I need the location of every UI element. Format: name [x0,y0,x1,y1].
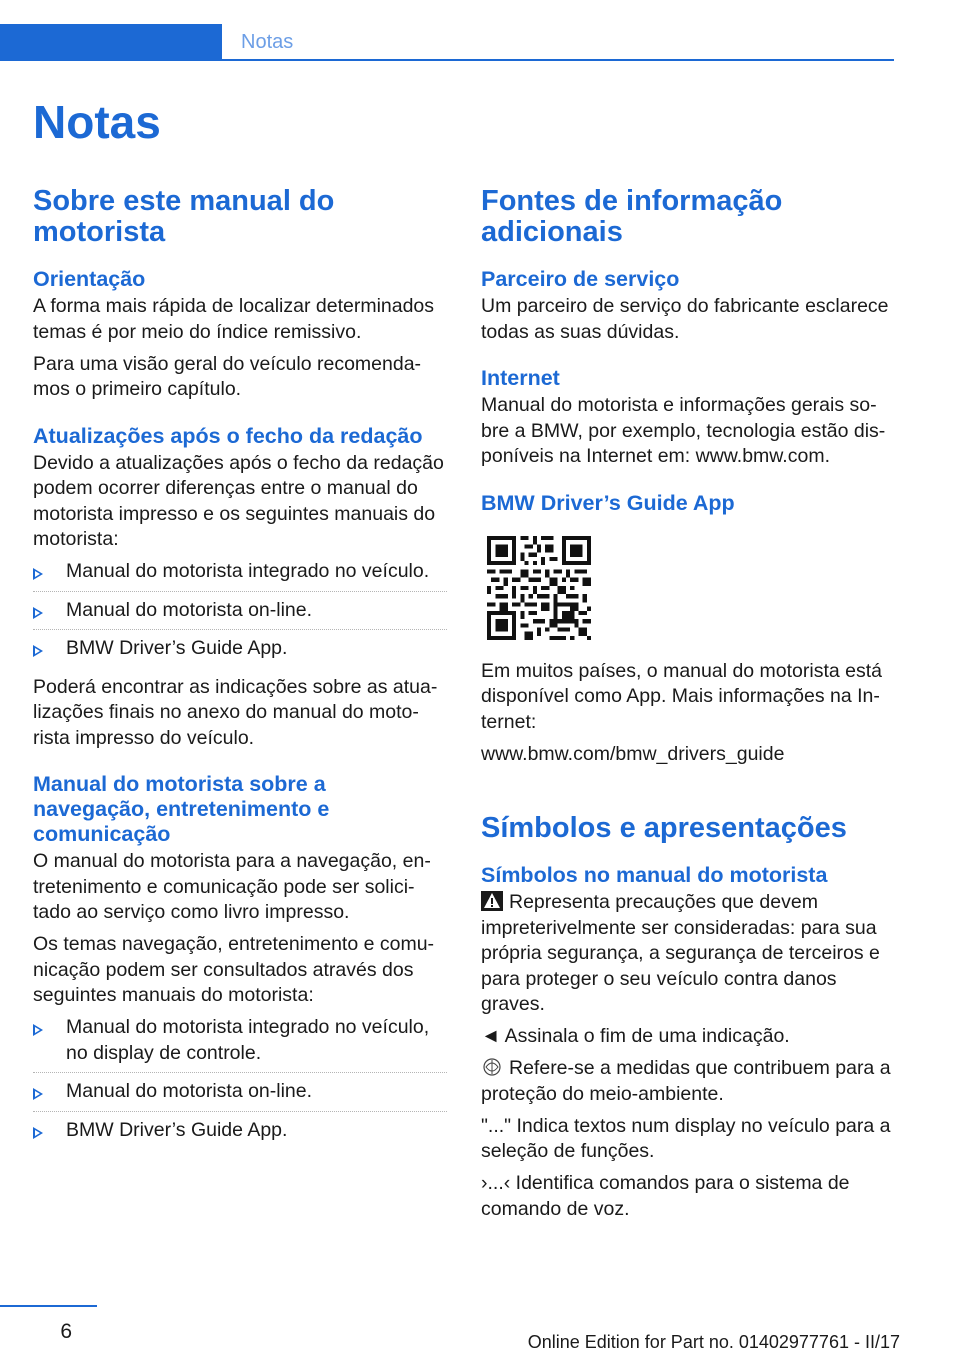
qr-code-icon [487,536,591,640]
section-heading-info-sources: Fontes de informação adicionais [481,185,783,248]
triangle-bullet-icon [33,1127,43,1139]
section-heading-symbols: Símbolos e apresentações [481,812,847,844]
section-heading-about-manual: Sobre este manual do motorista [33,185,335,248]
triangle-bullet-icon [33,645,43,657]
footer-rule [0,1305,97,1307]
paragraph: Devido a atualizações após o fecho da redação podem ocorrer diferenças entre o manual do motorista impresso e os seguintes manuais do motorista: [33,451,444,550]
page-title: Notas [33,96,161,148]
paragraph: Um parceiro de serviço do fabricante esclarece todas as suas dúvidas. [481,295,889,343]
triangle-bullet-icon [33,1088,43,1100]
list-item-text: Manual do motorista integrado no veículo, no display de controle. [66,1016,430,1064]
list-item-text: BMW Driver’s Guide App. [66,637,288,659]
url-text: www.bmw.com/bmw_drivers_guide [481,742,785,765]
list-item [33,1015,447,1073]
left-column [33,186,447,1156]
list-item-text: Manual do motorista on-line. [66,1080,313,1102]
subheading-service-partner: Parceiro de serviço [481,267,680,291]
paragraph: Em muitos países, o manual do motorista está disponível como App. Mais informações na In‐ternet: [481,659,883,733]
list-item-text: Manual do motorista integrado no veículo. [66,560,430,582]
environment-text: Refere-se a medidas que contribuem para a proteção do meio-ambiente. [481,1057,891,1105]
paragraph-environment [481,1056,895,1107]
paragraph: "..." Indica textos num display no veículo para a seleção de funções. [481,1114,891,1162]
subheading-symbols-in-manual: Símbolos no manual do motorista [481,863,828,887]
bullet-list [33,559,447,669]
triangle-bullet-icon [33,607,43,619]
list-item-text: Manual do motorista on-line. [66,598,313,621]
paragraph: A forma mais rápida de localizar determinados temas é por meio do índice remissivo. [33,295,435,343]
subheading-updates: Atualizações após o fecho da redação [33,423,423,448]
page-number: 6 [60,1320,72,1343]
subheading-drivers-guide-app: BMW Driver’s Guide App [481,490,735,515]
triangle-bullet-icon [33,568,43,580]
list-item [33,1079,447,1112]
list-item-text: BMW Driver’s Guide App. [66,1118,288,1141]
warning-text: Representa precauções que devem impreterivelmente ser consideradas: para sua própria segurança, a segurança de terceiros e para proteger o seu veículo contra danos graves. [481,891,880,1015]
list-item [33,1118,447,1151]
list-item [33,598,447,631]
paragraph-warning [481,890,895,1018]
header-accent-bar [0,24,222,61]
bullet-list [33,1015,447,1150]
environment-icon [481,1057,503,1077]
right-column [481,186,895,1229]
paragraph: ◄ Assinala o fim de uma indicação. [481,1025,790,1047]
header-section-title: Notas [241,31,294,53]
paragraph: Manual do motorista e informações gerais so‐bre a BMW, por exemplo, tecnologia estão dis‐poníveis na Internet em: www.bmw.com. [481,394,886,467]
paragraph: Poderá encontrar as indicações sobre as atua‐lizações finais no anexo do manual do moto‐rista impresso do veículo. [33,675,438,749]
warning-triangle-icon [481,891,503,911]
list-item [33,636,447,669]
subheading-orientation: Orientação [33,267,146,291]
header-rule [222,59,894,61]
triangle-bullet-icon [33,1024,43,1036]
paragraph: Para uma visão geral do veículo recomenda‐mos o primeiro capítulo. [33,352,422,400]
edition-note: Online Edition for Part no. 01402977761 - II/17 [527,1332,900,1352]
subheading-internet: Internet [481,366,560,390]
list-item [33,559,447,592]
paragraph: O manual do motorista para a navegação, en‐tretenimento e comunicação pode ser solici‐tado ao serviço como livro impresso. [33,850,431,923]
paragraph: Os temas navegação, entretenimento e comu‐nicação podem ser consultados através dos seguintes manuais do motorista: [33,933,435,1006]
paragraph: ›...‹ Identifica comandos para o sistema de comando de voz. [481,1172,850,1220]
subheading-navigation-manual: Manual do motorista sobre a navegação, entretenimento e comunicação [33,772,330,846]
